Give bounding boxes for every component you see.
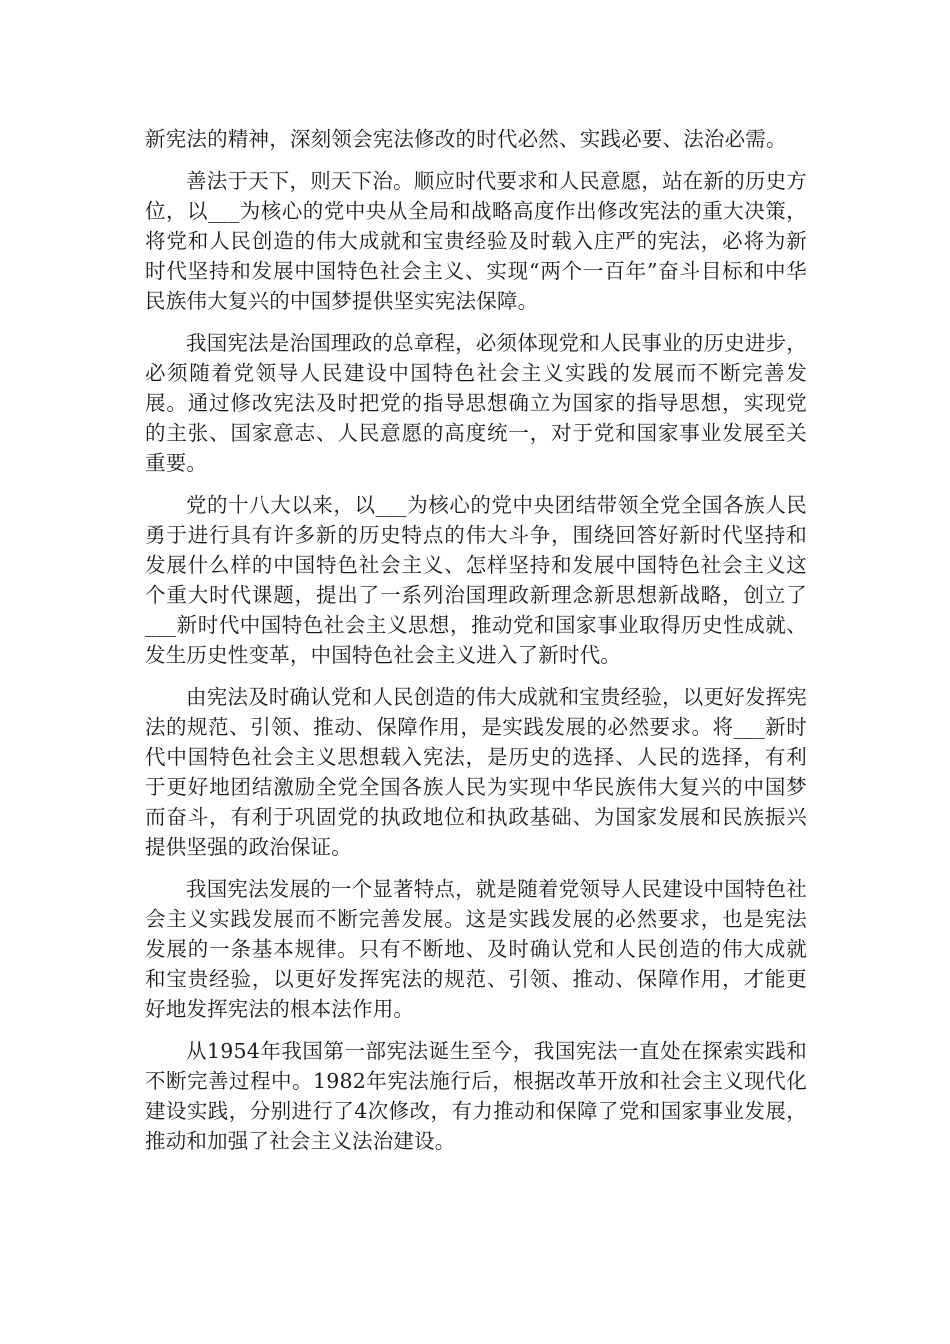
document-body [145, 124, 807, 1168]
paragraph-since-18th-congress: 党的十八大以来，以___为核心的党中央团结带领全党全国各族人民勇于进行具有许多新的历史特点的伟大斗争，围绕回答好新时代坚持和发展什么样的中国特色社会主义、怎样坚持和发展中国特色社会主义这个重大时代课题，提出了一系列治国理政新理念新思想新战略，创立了___新时代中国特色社会主义思想，推动党和国家事业取得历史性成就、发生历史性变革，中国特色社会主义进入了新时代。 [145, 493, 807, 667]
paragraph-development-feature: 我国宪法发展的一个显著特点，就是随着党领导人民建设中国特色社会主义实践发展而不断完善发展。这是实践发展的必然要求，也是宪法发展的一条基本规律。只有不断地、及时确认党和人民创造的伟大成就和宝贵经验，以更好发挥宪法的规范、引领、推动、保障作用，才能更好地发挥宪法的根本法作用。 [145, 877, 807, 1021]
paragraph-constitution-charter: 我国宪法是治国理政的总章程，必须体现党和人民事业的历史进步，必须随着党领导人民建设中国特色社会主义实践的发展而不断完善发展。通过修改宪法及时把党的指导思想确立为国家的指导思想，实现党的主张、国家意志、人民意愿的高度统一，对于党和国家事业发展至关重要。 [145, 331, 807, 475]
paragraph-confirm-achievements: 由宪法及时确认党和人民创造的伟大成就和宝贵经验，以更好发挥宪法的规范、引领、推动、保障作用，是实践发展的必然要求。将___新时代中国特色社会主义思想载入宪法，是历史的选择、人民的选择，有利于更好地团结激励全党全国各族人民为实现中华民族伟大复兴的中国梦而奋斗，有利于巩固党的执政地位和执政基础、为国家发展和民族振兴提供坚强的政治保证。 [145, 685, 807, 859]
paragraph-good-law: 善法于天下，则天下治。顺应时代要求和人民意愿，站在新的历史方位，以___为核心的党中央从全局和战略高度作出修改宪法的重大决策，将党和人民创造的伟大成就和宝贵经验及时载入庄严的宪法，必将为新时代坚持和发展中国特色社会主义、实现“两个一百年”奋斗目标和中华民族伟大复兴的中国梦提供坚实宪法保障。 [145, 169, 807, 313]
paragraph-continuation: 新宪法的精神，深刻领会宪法修改的时代必然、实践必要、法治必需。 [145, 127, 787, 151]
paragraph-history-1954: 从1954年我国第一部宪法诞生至今，我国宪法一直处在探索实践和不断完善过程中。1982年宪法施行后，根据改革开放和社会主义现代化建设实践，分别进行了4次修改，有力推动和保障了党和国家事业发展，推动和加强了社会主义法治建设。 [145, 1039, 807, 1153]
